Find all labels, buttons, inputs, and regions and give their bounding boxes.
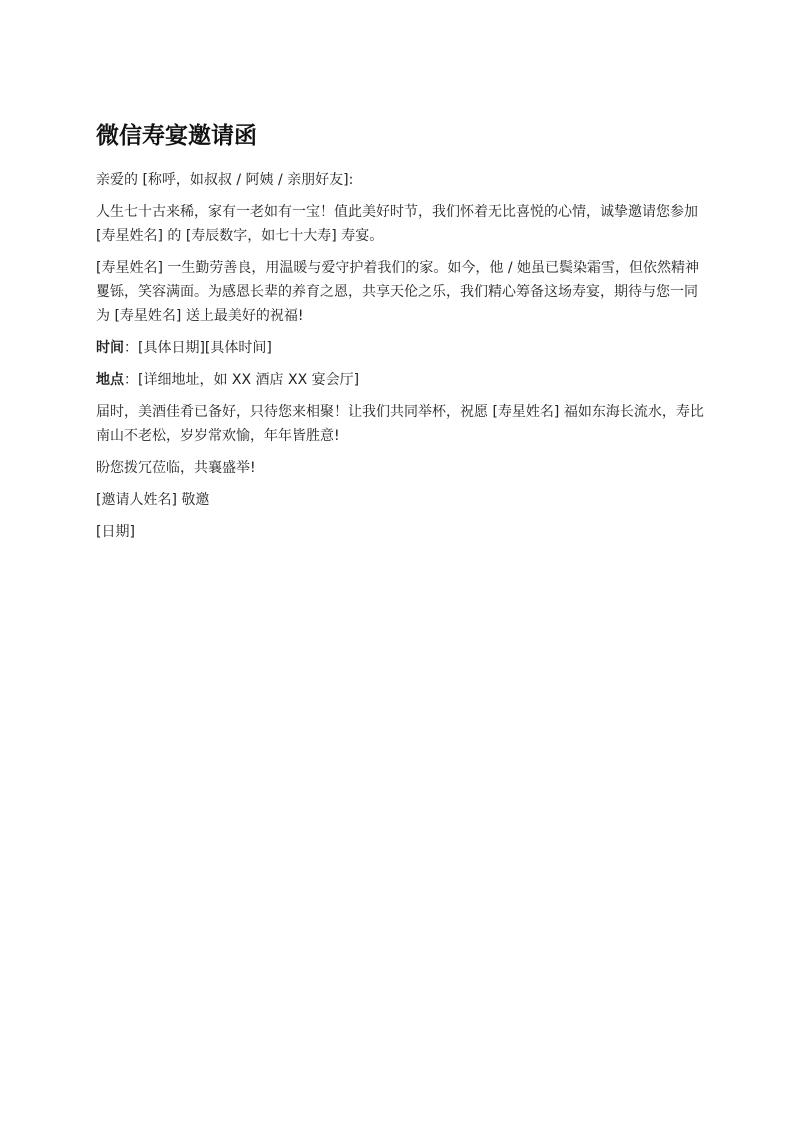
place-value: ：[详细地址，如 XX 酒店 XX 宴会厅] bbox=[124, 372, 360, 388]
event-time bbox=[96, 336, 706, 360]
time-value: ：[具体日期][具体时间] bbox=[124, 340, 272, 356]
page-title: 微信寿宴邀请函 bbox=[96, 123, 257, 149]
greeting: 亲爱的 [称呼，如叔叔 / 阿姨 / 亲朋好友]: bbox=[96, 172, 354, 188]
paragraph-intro: 人生七十古来稀，家有一老如有一宝！值此美好时节，我们怀着无比喜悦的心情，诚挚邀请您参加 [寿星姓名] 的 [寿辰数字，如七十大寿] 寿宴。 bbox=[96, 204, 698, 244]
paragraph-blessing: 届时，美酒佳肴已备好，只待您来相聚！让我们共同举杯，祝愿 [寿星姓名] 福如东海长流水，寿比南山不老松，岁岁常欢愉，年年皆胜意! bbox=[96, 404, 704, 444]
time-label: 时间 bbox=[96, 340, 124, 356]
paragraph-honoree: [寿星姓名] 一生勤劳善良，用温暖与爱守护着我们的家。如今，他 / 她虽已鬓染霜雪，但依然精神矍铄，笑容满面。为感恩长辈的养育之恩，共享天伦之乐，我们精心筹备这场寿宴，期待与您一同为 [寿星姓名] 送上最美好的祝福! bbox=[96, 260, 699, 324]
document-page bbox=[96, 120, 706, 552]
event-place bbox=[96, 368, 706, 392]
closing-line: 盼您拨冗莅临，共襄盛举! bbox=[96, 460, 256, 476]
date-line: [日期] bbox=[96, 524, 135, 540]
signature: [邀请人姓名] 敬邀 bbox=[96, 492, 210, 508]
place-label: 地点 bbox=[96, 372, 124, 388]
